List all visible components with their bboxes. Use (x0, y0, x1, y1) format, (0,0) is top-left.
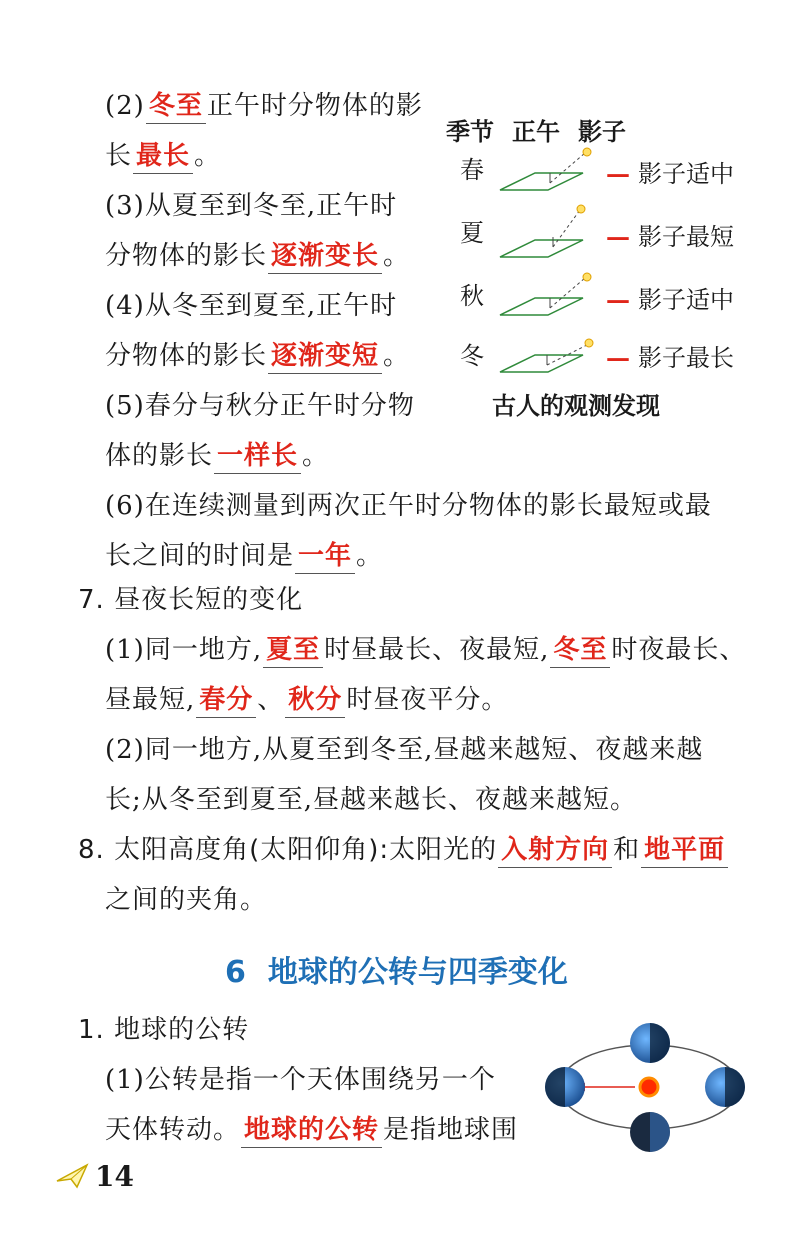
shadow-text: 影子适中 (638, 286, 734, 314)
item-3-end: 。 (383, 241, 411, 271)
sun-shadow-diagram (495, 145, 605, 385)
sun-icon (640, 1078, 658, 1096)
shadow-text: 影子适中 (638, 160, 734, 188)
item-6-text: 长之间的时间是 (105, 541, 295, 571)
item-2-text: 正午时分物体的影 (206, 91, 423, 121)
item-2-line1 (105, 86, 423, 126)
spring-plane (500, 148, 591, 190)
text: 时昼最长、夜最短, (324, 635, 550, 665)
earth-left-icon (545, 1067, 585, 1107)
sec7-p2-line2: 长;从冬至到夏至,昼越来越长、夜越来越短。 (105, 785, 638, 815)
summer-plane (500, 205, 585, 257)
shadow-text: 影子最长 (638, 344, 734, 372)
item-6-line1: (6)在连续测量到两次正午时分物体的影长最短或最 (105, 491, 712, 521)
header-shadow: 影子 (578, 118, 626, 146)
item-2-number: (2) (105, 91, 145, 121)
item-4-end: 。 (383, 341, 411, 371)
text: 时昼夜平分。 (346, 685, 509, 715)
answer-spring-equinox: 春分 (196, 683, 256, 718)
season-autumn: 秋 (460, 282, 484, 310)
answer-same-length: 一样长 (214, 439, 301, 474)
dash: — (606, 222, 630, 251)
answer-winter-solstice: 冬至 (146, 89, 206, 124)
text: 昼最短, (105, 685, 196, 715)
season-spring: 春 (460, 156, 484, 184)
shadow-label-autumn (606, 280, 734, 315)
paper-plane-icon (55, 1163, 89, 1189)
item-5-line1: (5)春分与秋分正午时分物 (105, 391, 415, 421)
text: 和 (613, 835, 641, 865)
section-number: 6 (225, 955, 246, 990)
diagram-header (446, 112, 644, 147)
text: 时夜最长、 (611, 635, 747, 665)
item-5-text: 体的影长 (105, 441, 214, 471)
answer-gradually-shorter: 逐渐变短 (268, 339, 382, 374)
item-3-text: 分物体的影长 (105, 241, 268, 271)
diagram-caption: 古人的观测发现 (492, 392, 660, 420)
header-season: 季节 (446, 118, 494, 146)
shadow-label-winter (606, 338, 734, 373)
item-6-end: 。 (356, 541, 384, 571)
sec7-p1-line2 (105, 680, 508, 720)
winter-plane (500, 339, 593, 372)
answer-longest: 最长 (133, 139, 193, 174)
shadow-label-summer (606, 217, 734, 252)
item-2-end: 。 (194, 141, 222, 171)
text: 天体转动。 (105, 1115, 241, 1145)
answer-one-year: 一年 (295, 539, 355, 574)
sec7-p1-line1 (105, 630, 746, 670)
answer-gradually-longer: 逐渐变长 (268, 239, 382, 274)
item-3-line1: (3)从夏至到冬至,正午时 (105, 191, 398, 221)
answer-winter-solstice-2: 冬至 (550, 633, 610, 668)
heading-7: 7. 昼夜长短的变化 (78, 585, 304, 615)
item-5-end: 。 (302, 441, 330, 471)
item-4-line2 (105, 336, 410, 376)
season-winter: 冬 (460, 342, 484, 370)
page-number: 14 (95, 1160, 134, 1193)
earth-bottom-icon (630, 1112, 670, 1152)
item-3-line2 (105, 236, 410, 276)
answer-autumn-equinox: 秋分 (285, 683, 345, 718)
answer-summer-solstice: 夏至 (263, 633, 323, 668)
answer-earth-revolution: 地球的公转 (241, 1113, 382, 1148)
earth-top-icon (630, 1023, 670, 1063)
sec8-line1 (78, 830, 729, 870)
earth-right-icon (705, 1067, 745, 1107)
text: (1)同一地方, (105, 635, 263, 665)
sec7-p2-line1: (2)同一地方,从夏至到冬至,昼越来越短、夜越来越 (105, 735, 704, 765)
dash: — (606, 285, 630, 314)
heading-orbit: 1. 地球的公转 (78, 1015, 250, 1045)
section-title-text: 地球的公转与四季变化 (267, 955, 568, 990)
header-noon: 正午 (512, 118, 560, 146)
sec8-line2: 之间的夹角。 (105, 885, 268, 915)
orbit-p2 (105, 1110, 518, 1150)
item-2-line2 (105, 136, 221, 176)
item-4-line1: (4)从冬至到夏至,正午时 (105, 291, 398, 321)
dash: — (606, 159, 630, 188)
shadow-text: 影子最短 (638, 223, 734, 251)
dash: — (606, 343, 630, 372)
earth-orbit-diagram (545, 1020, 755, 1155)
item-5-line2 (105, 436, 329, 476)
text: 8. 太阳高度角(太阳仰角):太阳光的 (78, 835, 498, 865)
season-summer: 夏 (460, 219, 484, 247)
orbit-p1: (1)公转是指一个天体围绕另一个 (105, 1065, 496, 1095)
item-2-text2: 长 (105, 141, 133, 171)
autumn-plane (500, 273, 591, 315)
item-4-text: 分物体的影长 (105, 341, 268, 371)
section-title (225, 953, 568, 993)
answer-horizontal-plane: 地平面 (641, 833, 728, 868)
shadow-label-spring (606, 154, 734, 189)
answer-incident-direction: 入射方向 (498, 833, 612, 868)
text: 、 (257, 685, 285, 715)
item-6-line2 (105, 536, 383, 576)
text: 是指地球围 (383, 1115, 519, 1145)
